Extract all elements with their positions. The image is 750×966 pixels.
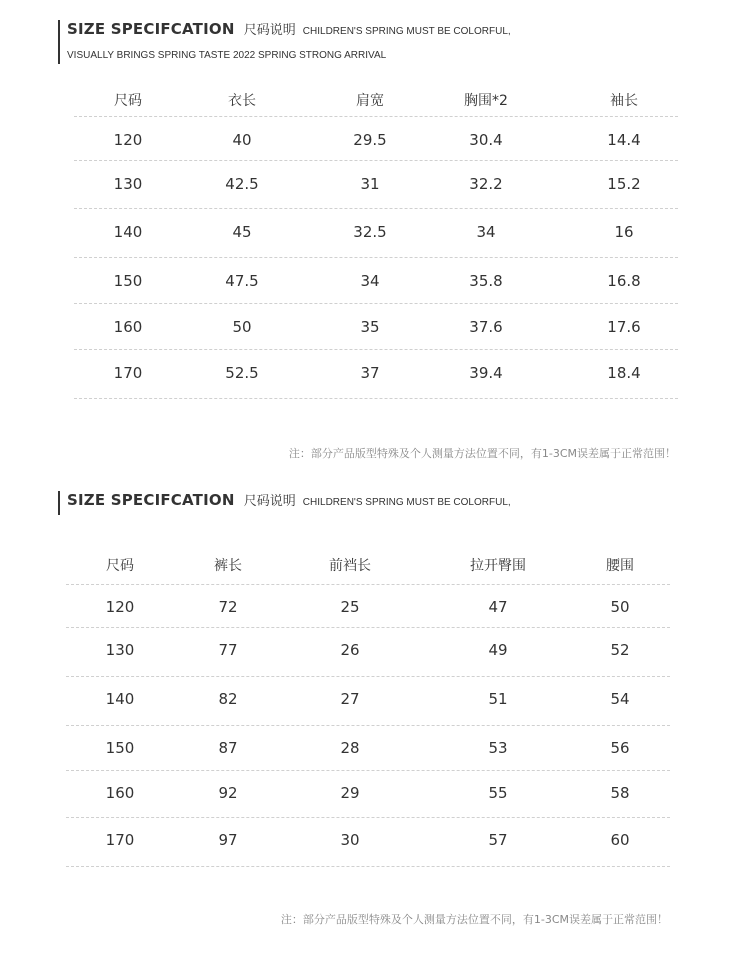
table-row bbox=[66, 628, 670, 677]
table-cell: 34 bbox=[360, 272, 380, 290]
table-cell: 160 bbox=[105, 784, 135, 802]
table-cell: 29 bbox=[340, 784, 360, 802]
table-cell: 150 bbox=[105, 739, 135, 757]
table-cell: 28 bbox=[340, 739, 360, 757]
bottom-size-table bbox=[66, 551, 670, 867]
table-cell: 92 bbox=[218, 784, 238, 802]
table-cell: 130 bbox=[113, 175, 143, 193]
table-row bbox=[66, 726, 670, 771]
table-cell: 32.2 bbox=[469, 175, 503, 193]
table-cell: 34 bbox=[476, 223, 496, 241]
table-cell: 45 bbox=[232, 223, 252, 241]
table-cell: 55 bbox=[488, 784, 508, 802]
table-header-cell: 前裆长 bbox=[329, 558, 371, 574]
table-cell: 130 bbox=[105, 641, 135, 659]
table-cell: 49 bbox=[488, 641, 508, 659]
table-cell: 170 bbox=[105, 831, 135, 849]
table-row bbox=[74, 209, 678, 258]
table-row bbox=[74, 304, 678, 350]
table-header-cell: 尺码 bbox=[114, 93, 142, 109]
table-cell: 56 bbox=[610, 739, 630, 757]
size-spec-title: SIZE SPECIFCATION bbox=[67, 20, 235, 38]
table-cell: 14.4 bbox=[607, 131, 641, 149]
table-cell: 17.6 bbox=[607, 318, 641, 336]
table-cell: 60 bbox=[610, 831, 630, 849]
table-cell: 47.5 bbox=[225, 272, 259, 290]
table-cell: 51 bbox=[488, 690, 508, 708]
table-cell: 140 bbox=[113, 223, 143, 241]
table-cell: 52.5 bbox=[225, 364, 259, 382]
table-cell: 97 bbox=[218, 831, 238, 849]
table-cell: 52 bbox=[610, 641, 630, 659]
table-cell: 170 bbox=[113, 364, 143, 382]
table-row bbox=[66, 585, 670, 628]
table-cell: 27 bbox=[340, 690, 360, 708]
table-row bbox=[66, 818, 670, 867]
size-spec-title-cn: 尺码说明 bbox=[243, 23, 296, 38]
table-header-cell: 腰围 bbox=[606, 558, 634, 574]
table-cell: 15.2 bbox=[607, 175, 641, 193]
table-header-cell: 胸围*2 bbox=[464, 93, 508, 109]
table-cell: 87 bbox=[218, 739, 238, 757]
size-spec-title: SIZE SPECIFCATION bbox=[67, 491, 235, 509]
table-header-cell: 尺码 bbox=[106, 558, 134, 574]
table-header-cell: 拉开臀围 bbox=[470, 558, 526, 574]
table-row bbox=[66, 677, 670, 726]
table-header-cell: 肩宽 bbox=[356, 93, 384, 109]
table-cell: 30 bbox=[340, 831, 360, 849]
table-row bbox=[74, 258, 678, 304]
table-cell: 120 bbox=[105, 598, 135, 616]
table-cell: 37 bbox=[360, 364, 380, 382]
table-cell: 26 bbox=[340, 641, 360, 659]
table-cell: 58 bbox=[610, 784, 630, 802]
table-cell: 57 bbox=[488, 831, 508, 849]
table-row bbox=[66, 771, 670, 818]
size-spec-subtitle: CHILDREN'S SPRING MUST BE COLORFUL, bbox=[302, 497, 511, 508]
table-cell: 50 bbox=[232, 318, 252, 336]
table-cell: 39.4 bbox=[469, 364, 503, 382]
size-spec-subtitle: CHILDREN'S SPRING MUST BE COLORFUL, bbox=[302, 26, 511, 37]
table-cell: 29.5 bbox=[353, 131, 387, 149]
table-cell: 150 bbox=[113, 272, 143, 290]
table-cell: 72 bbox=[218, 598, 238, 616]
table-header-row bbox=[66, 551, 670, 585]
table-cell: 16.8 bbox=[607, 272, 641, 290]
size-note-top: 注：部分产品版型特殊及个人测量方法位置不同，有1-3CM误差属于正常范围！ bbox=[288, 447, 676, 460]
table-cell: 31 bbox=[360, 175, 380, 193]
size-spec-tagline: VISUALLY BRINGS SPRING TASTE 2022 SPRING STRONG ARRIVAL bbox=[67, 50, 387, 61]
table-cell: 35.8 bbox=[469, 272, 503, 290]
top-size-table bbox=[74, 86, 678, 399]
table-cell: 16 bbox=[614, 223, 634, 241]
table-cell: 42.5 bbox=[225, 175, 259, 193]
table-cell: 47 bbox=[488, 598, 508, 616]
table-row bbox=[74, 350, 678, 399]
table-row bbox=[74, 161, 678, 209]
table-cell: 160 bbox=[113, 318, 143, 336]
table-cell: 50 bbox=[610, 598, 630, 616]
table-cell: 37.6 bbox=[469, 318, 503, 336]
size-spec-header-bottom bbox=[58, 491, 511, 515]
table-cell: 53 bbox=[488, 739, 508, 757]
table-header-cell: 衣长 bbox=[228, 93, 256, 109]
table-cell: 25 bbox=[340, 598, 360, 616]
table-cell: 40 bbox=[232, 131, 252, 149]
table-header-row bbox=[74, 86, 678, 117]
table-cell: 32.5 bbox=[353, 223, 387, 241]
size-spec-title-cn: 尺码说明 bbox=[243, 494, 296, 509]
table-cell: 35 bbox=[360, 318, 380, 336]
table-header-cell: 裤长 bbox=[214, 558, 242, 574]
table-cell: 140 bbox=[105, 690, 135, 708]
size-note-bottom: 注：部分产品版型特殊及个人测量方法位置不同，有1-3CM误差属于正常范围！ bbox=[280, 913, 668, 926]
table-cell: 82 bbox=[218, 690, 238, 708]
table-cell: 77 bbox=[218, 641, 238, 659]
table-row bbox=[74, 117, 678, 161]
size-spec-header-top bbox=[58, 20, 511, 64]
table-cell: 30.4 bbox=[469, 131, 503, 149]
table-cell: 54 bbox=[610, 690, 630, 708]
table-cell: 18.4 bbox=[607, 364, 641, 382]
table-header-cell: 袖长 bbox=[610, 93, 638, 109]
table-cell: 120 bbox=[113, 131, 143, 149]
